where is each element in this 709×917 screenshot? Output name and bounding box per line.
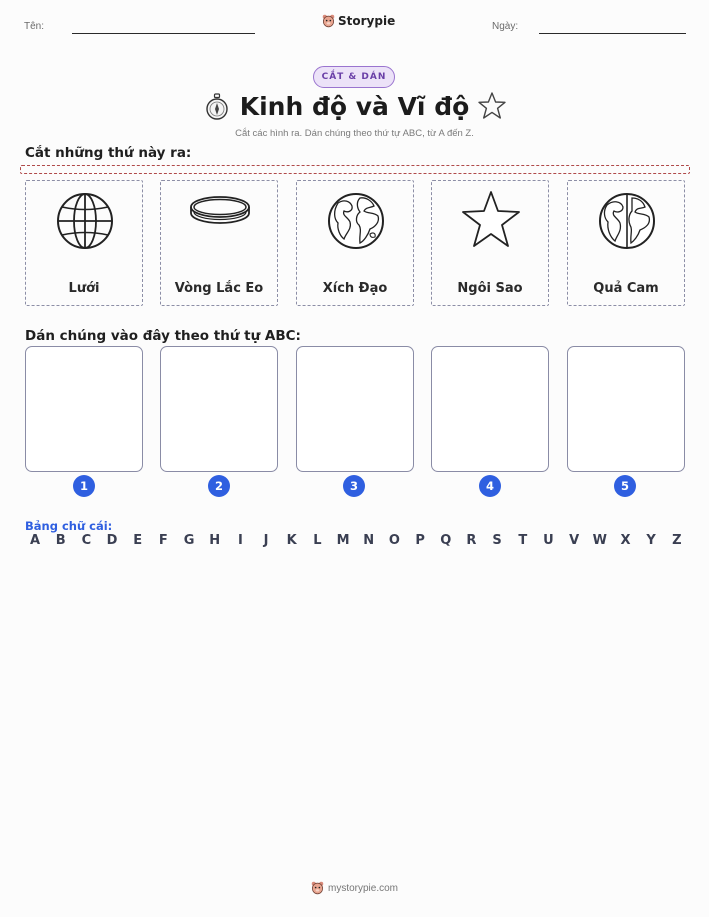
alphabet-letter: X xyxy=(620,533,631,548)
alphabet-letter: W xyxy=(592,533,607,548)
star-outline-icon xyxy=(477,91,507,121)
storypie-mascot-icon xyxy=(311,881,324,895)
alphabet-letter: B xyxy=(55,533,66,548)
alphabet-letter: M xyxy=(336,533,350,548)
alphabet-letter: U xyxy=(543,533,554,548)
earth-globe-icon xyxy=(326,189,386,249)
slot-number-1: 1 xyxy=(73,475,95,497)
cut-card-5[interactable] xyxy=(567,180,685,306)
footer-url[interactable]: mystorypie.com xyxy=(327,882,398,894)
paste-slot-2[interactable] xyxy=(160,346,278,472)
alphabet-letter: F xyxy=(158,533,168,548)
slot-number-2: 2 xyxy=(208,475,230,497)
name-field[interactable] xyxy=(72,33,255,34)
cut-card-4[interactable] xyxy=(431,180,549,306)
alphabet-letter: V xyxy=(569,533,580,548)
alphabet-letter: G xyxy=(183,533,195,548)
cut-section-heading: Cắt những thứ này ra: xyxy=(25,145,192,161)
date-label: Ngày: xyxy=(492,21,519,32)
alphabet-letter: Z xyxy=(672,533,682,548)
card-label: Ngôi Sao xyxy=(457,281,523,296)
earth-globe-icon xyxy=(597,189,657,249)
alphabet-letter: S xyxy=(492,533,502,548)
slot-number-5: 5 xyxy=(614,475,636,497)
alphabet-letter: A xyxy=(29,533,41,548)
name-label: Tên: xyxy=(24,21,45,32)
instructions: Cắt các hình ra. Dán chúng theo thứ tự ABC, từ A đến Z. xyxy=(235,128,474,139)
alphabet-letter: H xyxy=(209,533,221,548)
card-label: Vòng Lắc Eo xyxy=(174,281,264,296)
alphabet-letter: N xyxy=(363,533,375,548)
card-label: Xích Đạo xyxy=(322,281,388,296)
slot-number-3: 3 xyxy=(343,475,365,497)
alphabet-heading: Bảng chữ cái: xyxy=(25,519,113,533)
star-icon xyxy=(461,189,521,249)
alphabet-letter: T xyxy=(518,533,528,548)
brand-name: Storypie xyxy=(338,14,396,28)
alphabet-letter: Y xyxy=(646,533,656,548)
page-title: Kinh độ và Vĩ độ xyxy=(239,92,470,121)
date-field[interactable] xyxy=(539,33,686,34)
alphabet-letter: P xyxy=(415,533,425,548)
paste-section-heading: Dán chúng vào đây theo thứ tự ABC: xyxy=(25,328,301,344)
paste-slot-5[interactable] xyxy=(567,346,685,472)
card-label: Lưới xyxy=(68,281,100,296)
alphabet-letter: I xyxy=(237,533,243,548)
alphabet-letter: E xyxy=(133,533,143,548)
card-label: Quả Cam xyxy=(593,281,659,296)
storypie-mascot-icon xyxy=(322,14,335,28)
footer xyxy=(0,881,709,895)
cut-card-2[interactable] xyxy=(160,180,278,306)
activity-badge: CẮT & DÁN xyxy=(313,66,395,88)
paste-slot-3[interactable] xyxy=(296,346,414,472)
alphabet-letter: R xyxy=(466,533,477,548)
alphabet-letter: J xyxy=(263,533,269,548)
alphabet-letter: C xyxy=(81,533,92,548)
slot-number-4: 4 xyxy=(479,475,501,497)
cut-card-3[interactable] xyxy=(296,180,414,306)
cut-line xyxy=(20,165,690,174)
cut-card-1[interactable] xyxy=(25,180,143,306)
alphabet-letter: L xyxy=(313,533,322,548)
alphabet-row xyxy=(27,533,685,551)
brand-logo xyxy=(322,14,395,28)
paste-slot-1[interactable] xyxy=(25,346,143,472)
alphabet-letter: D xyxy=(106,533,118,548)
alphabet-letter: O xyxy=(388,533,400,548)
hula-hoop-icon xyxy=(190,189,250,249)
grid-globe-icon xyxy=(55,189,115,249)
alphabet-letter: K xyxy=(286,533,297,548)
paste-slot-4[interactable] xyxy=(431,346,549,472)
alphabet-letter: Q xyxy=(440,533,452,548)
